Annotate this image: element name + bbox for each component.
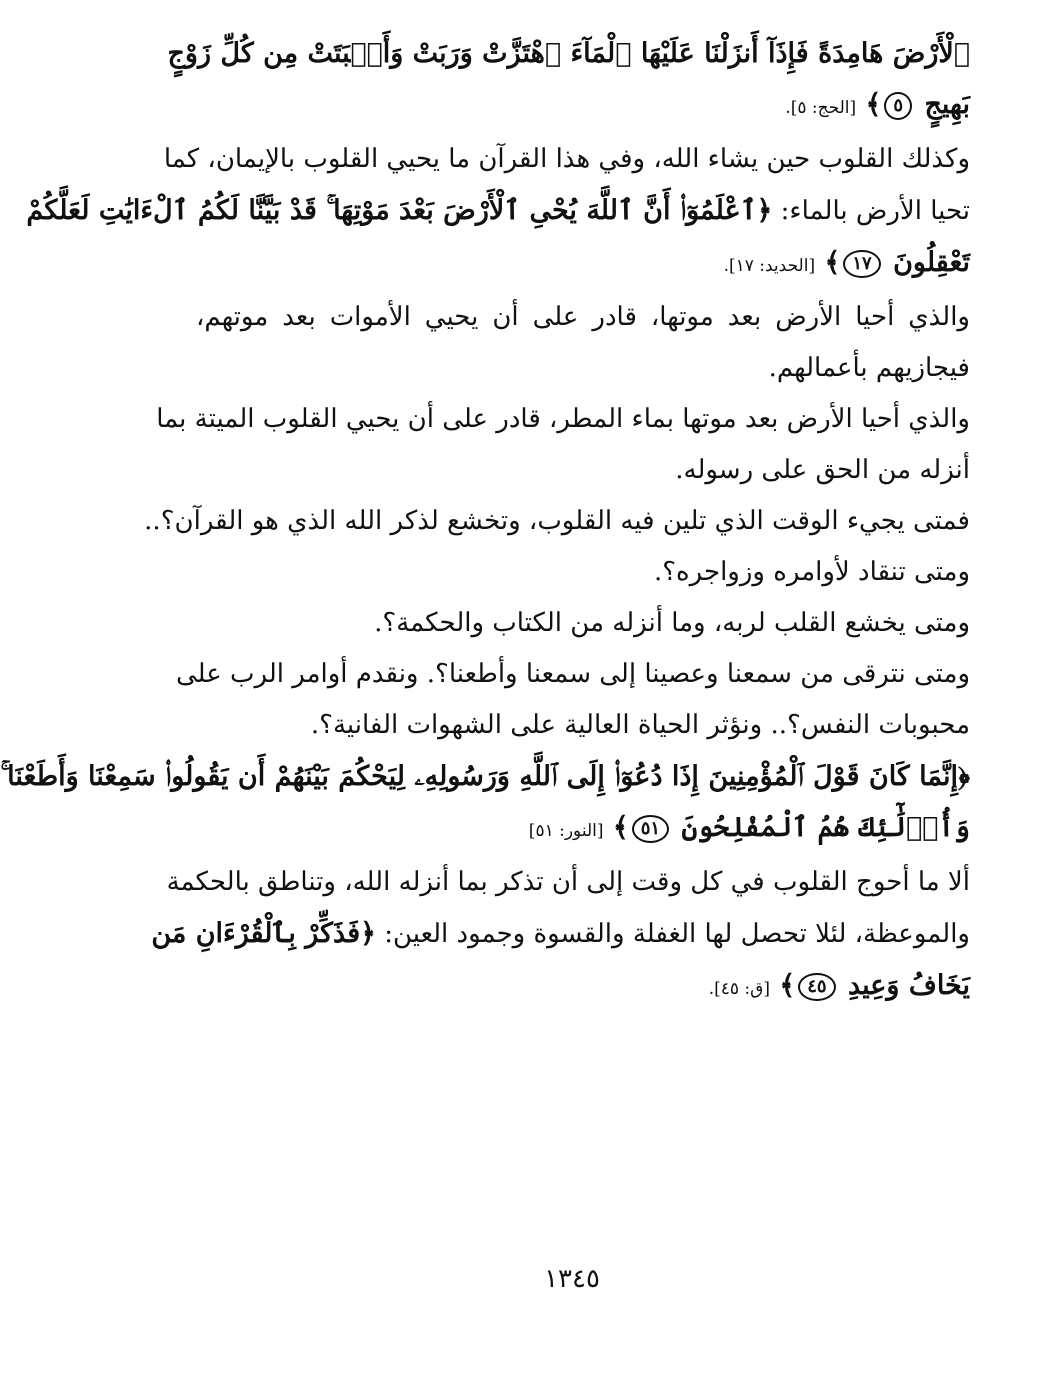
text-line [144,496,970,547]
quran-text: ٱلْأَرْضَ هَامِدَةً فَإِذَآ أَنزَلْنَا عَلَيْهَا ٱلْمَآءَ ٱهْتَزَّتْ وَرَبَتْ وَأَنۢبَتَتْ مِن كُلِّ زَوْجٍ [167,38,970,69]
line-text: فيجازيهم بأعمالهم. [768,353,970,383]
quran-line-end: بَهِيجٍ ٥﴾ [الحج: ٥]. [785,89,970,120]
ayah-marker: ٥١ [632,815,669,843]
text-line [163,134,970,185]
quran-line [167,28,970,79]
ayah-marker: ١٧ [843,250,880,278]
quran-text: يَخَافُ وَعِيدِ [847,970,970,1001]
quran-text: ﴿إِنَّمَا كَانَ قَوْلَ ٱلْمُؤْمِنِينَ إِذَا دُعُوٓا۟ إِلَى ٱللَّهِ وَرَسُولِهِۦ لِيَحْكُمَ بَيْنَهُمْ أَن يَقُولُوا۟ سَمِعْنَا وَأَطَعْنَا ۚ [0,761,970,792]
verse-reference: [ق: ٤٥]. [708,979,770,999]
verse-reference: [النور: ٥١] [528,821,604,841]
quran-text: بَهِيجٍ [924,89,970,120]
mixed-line [26,185,970,237]
quran-text: ﴿ٱعْلَمُوٓا۟ أَنَّ ٱللَّهَ يُحْىِ ٱلْأَرْضَ بَعْدَ مَوْتِهَا ۚ قَدْ بَيَّنَّا لَكُمُ ٱلْءَايَٰتِ لَعَلَّكُمْ [26,195,773,226]
verse-reference: [الحج: ٥]. [785,98,857,118]
page-body [0,28,970,1015]
verse-reference: [الحديد: ١٧]. [723,256,816,276]
quran-line-end: تَعْقِلُونَ ١٧﴾ [الحديد: ١٧]. [723,247,970,278]
line-text: ومتى يخشع القلب لربه، وما أنزله من الكتاب والحكمة؟. [374,608,970,638]
line-text: أنزله من الحق على رسوله. [675,455,970,485]
line-text: ومتى نترقى من سمعنا وعصينا إلى سمعنا وأطعنا؟. ونقدم أوامر الرب على [175,659,970,689]
quran-text: وَأُو۟لَٰٓئِكَ هُمُ ٱلْمُفْلِحُونَ [681,812,970,843]
line-text: وكذلك القلوب حين يشاء الله، وفي هذا القرآن ما يحيي القلوب بالإيمان، كما [163,144,970,174]
text-line [196,547,970,598]
line-text: تحيا الأرض بالماء: [780,196,970,226]
text-line [196,343,970,394]
mixed-line [151,908,970,960]
line-text: والموعظة، لئلا تحصل لها الغفلة والقسوة وجمود العين: [384,919,970,949]
text-line [196,445,970,496]
quran-text: تَعْقِلُونَ [893,247,970,278]
line-text: ألا ما أحوج القلوب في كل وقت إلى أن تذكر بما أنزله الله، وتناطق بالحكمة [166,867,970,897]
line-text: والذي أحيا الأرض بعد موتها، قادر على أن يحيي الأموات بعد موتهم، [196,302,970,332]
text-line [175,649,970,700]
quran-line-end: وَأُو۟لَٰٓئِكَ هُمُ ٱلْمُفْلِحُونَ ٥١﴾ [النور: ٥١] [528,812,970,843]
ayah-marker: ٥ [884,92,912,120]
text-line [156,394,970,445]
page-number: ١٣٤٥ [544,1264,600,1294]
text-line [166,857,970,908]
quran-line-end: يَخَافُ وَعِيدِ ٤٥﴾ [ق: ٤٥]. [708,970,970,1001]
text-line [196,292,970,343]
text-line [196,700,970,751]
text-line [196,598,970,649]
line-text: والذي أحيا الأرض بعد موتها بماء المطر، قادر على أن يحيي القلوب الميتة بما [156,404,970,434]
line-text: محبوبات النفس؟.. ونؤثر الحياة العالية على الشهوات الفانية؟. [310,710,970,740]
quran-text: ﴿فَذَكِّرْ بِٱلْقُرْءَانِ مَن [151,918,376,949]
ayah-marker: ٤٥ [798,973,835,1001]
line-text: ومتى تنقاد لأوامره وزواجره؟. [653,557,970,587]
line-text: فمتى يجيء الوقت الذي تلين فيه القلوب، وتخشع لذكر الله الذي هو القرآن؟.. [144,506,970,536]
quran-line [0,751,970,802]
